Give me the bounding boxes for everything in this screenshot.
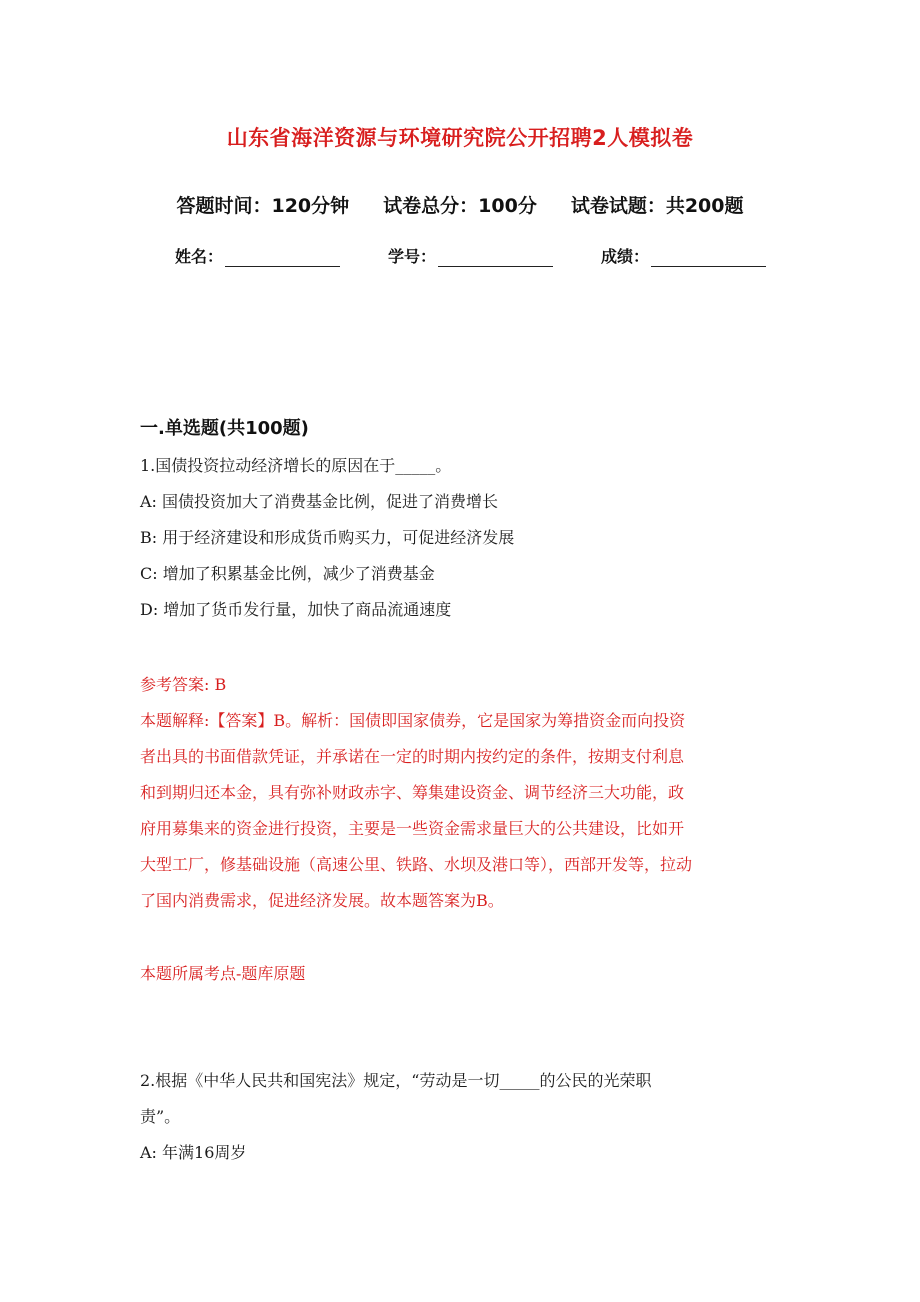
student-id-label: 学号： — [388, 247, 437, 266]
question-stem-continued: 责”。 — [140, 1107, 181, 1126]
name-blank — [225, 250, 340, 267]
student-info-row — [175, 244, 766, 267]
score-blank — [651, 250, 766, 267]
question-1-topic: 本题所属考点-题库原题 — [140, 964, 306, 983]
score-field — [601, 244, 766, 267]
name-field — [175, 244, 340, 267]
reference-answer: 参考答案: B — [140, 675, 227, 694]
option-b: B: 用于经济建设和形成货币购买力，可促进经济发展 — [140, 528, 515, 547]
question-stem: 1.国债投资拉动经济增长的原因在于_____。 — [140, 456, 452, 475]
explanation-line: 本题解释:【答案】B。解析：国债即国家债券，它是国家为筹措资金而向投资 — [140, 711, 686, 730]
student-id-blank — [438, 250, 553, 267]
name-label: 姓名： — [175, 247, 224, 266]
explanation-line: 和到期归还本金，具有弥补财政赤字、筹集建设资金、调节经济三大功能，政 — [140, 783, 685, 802]
option-a: A: 国债投资加大了消费基金比例，促进了消费增长 — [140, 492, 499, 511]
option-c: C: 增加了积累基金比例，减少了消费基金 — [140, 564, 435, 583]
section-title: 一.单选题(共100题) — [140, 418, 309, 439]
exam-meta — [0, 191, 920, 218]
explanation-line: 大型工厂，修基础设施（高速公里、铁路、水坝及港口等），西部开发等，拉动 — [140, 855, 693, 874]
explanation-line: 府用募集来的资金进行投资，主要是一些资金需求量巨大的公共建设，比如开 — [140, 819, 685, 838]
option-d: D: 增加了货币发行量，加快了商品流通速度 — [140, 600, 452, 619]
question-1-answer-block — [140, 667, 780, 919]
option-a: A: 年满16周岁 — [140, 1143, 247, 1162]
exam-question-count: 试卷试题：共200题 — [570, 195, 744, 217]
question-1 — [140, 448, 780, 628]
exam-total-score: 试卷总分：100分 — [383, 195, 537, 217]
question-2 — [140, 1063, 780, 1171]
student-id-field — [388, 244, 553, 267]
question-stem: 2.根据《中华人民共和国宪法》规定，“劳动是一切_____的公民的光荣职 — [140, 1071, 652, 1090]
explanation-line: 了国内消费需求，促进经济发展。故本题答案为B。 — [140, 891, 504, 910]
exam-duration: 答题时间：120分钟 — [176, 195, 350, 217]
explanation-line: 者出具的书面借款凭证，并承诺在一定的时期内按约定的条件，按期支付利息 — [140, 747, 685, 766]
score-label: 成绩： — [601, 247, 650, 266]
exam-title: 山东省海洋资源与环境研究院公开招聘2人模拟卷 — [226, 126, 694, 150]
